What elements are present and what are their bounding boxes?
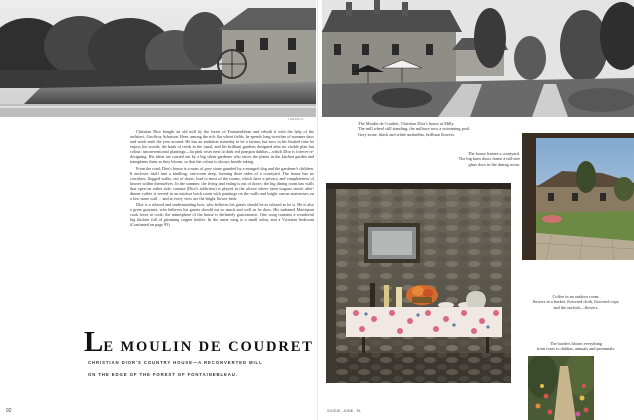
subtitle-line-2: ON THE EDGE OF THE FOREST OF FONTAINEBLEAU. (88, 372, 238, 377)
photo-outdoor-room-image (326, 183, 511, 383)
title-moulin-de-coudret: MOULIN DE COUDRET (120, 339, 314, 355)
photo-mill-pool-image (0, 0, 316, 117)
photo-mill-pool (0, 0, 316, 117)
caption-mill-line-3: Grey stone, black and white umbrellas, brilliant flowers. (358, 131, 455, 137)
caption-courtyard-line-1: The house frames a courtyard. (467, 151, 520, 156)
photo-house-terrace-image (322, 0, 634, 117)
body-paragraph-1: Christian Dior bought an old mill by the forest of Fontainebleau and rebuilt it with the help of the architect, Geoffroy Schaison. Here, among the rich flat wheat fields, he spends long stretches of summer days and week ends the year around. He has an ambition someday to be a farmer, but now in his limited time he enjoys his woods, the bank of reeds in the canal, and his brilliant gardens designed after no visible plan but colour: unconventional plantings—fat pink roses next to dark red pompon dahlias—which Dior is forever re-designing. His ideas are carried out by a big silent gardener who raises the plants in the kitchen garden and transplants them as they bloom, so that the colour is always breath-taking. (130, 129, 314, 165)
caption-borders-line-1: The borders bloom everything (549, 341, 603, 346)
photo-outdoor-room (326, 183, 511, 383)
photo-house-terrace (322, 0, 634, 117)
article-title (84, 326, 314, 359)
photo-courtyard (522, 133, 634, 260)
page-number-left: 92 (6, 408, 12, 414)
caption-mill-line-1: The Moulin de Coudret, Christian Dior's house at Milly. (358, 121, 455, 126)
caption-coffee (520, 294, 632, 310)
article-body (130, 129, 314, 228)
subtitle-line-1: CHRISTIAN DIOR'S COUNTRY HOUSE—A RECONVERTED MILL (88, 360, 263, 365)
caption-mill (322, 121, 484, 137)
photo-garden-borders-image (528, 356, 594, 420)
photo-credit: LIBERMAN (288, 118, 304, 121)
caption-courtyard-line-3: glass door in the dining room. (468, 161, 520, 167)
body-paragraph-3: Dior is a relaxed and understanding host, who believes his guests should be as relaxed as he is. He is also a great gourmet, who believes his guests should eat so much and well as he does. His turbaned Martiquan cook loves to cook; the atmosphere of the house is definitely gastronomic. One wing contains a wonderful big kitchen full of gleaming copper kettles. In the same wing is a small salon, and a Victorian bedroom (Continued on page 95) (130, 202, 314, 228)
photo-courtyard-image (522, 133, 634, 260)
caption-coffee-line-2: flowers in a basket, flowered cloth, flowered cups; (532, 299, 620, 305)
caption-courtyard-line-2: The big barn doors frame a tall-size (458, 156, 520, 162)
caption-mill-line-2: The mill wheel still standing; the millrace now a swimming pool. (358, 126, 471, 132)
page-footer-right: VOGUE, JUNE, '51 (327, 409, 362, 413)
photo-garden-borders (528, 356, 594, 420)
caption-courtyard (424, 151, 520, 167)
caption-borders (520, 341, 632, 352)
page-gutter (317, 0, 318, 420)
caption-coffee-line-1: Coffee in an outdoor room: (552, 294, 600, 299)
body-paragraph-2: From the road, Dior's house is a mass of grey stone guarded by a mongrel dog and the gardener's children. It encloses itself into a kindling, one-room deep, forming three sides of a courtyard. The house has no corridors; flagged walks, out of doors, lead to most of the rooms, which have a privacy and completeness of houses within themselves. In the summer, the living and eating is out of doors: the big dining room has walls that open on either side; canasta (Dior's addiction) is played in the alcove where farm wagons stood; after-dinner coffee is served in an outdoor brick room with paintings on the walls and bright canvas mattresses on a low stone wall ... and at every view are the bright flower beds. (130, 165, 314, 201)
title-e: E (103, 339, 115, 355)
caption-coffee-line-3: and the outlook—flowers. (553, 304, 599, 310)
caption-borders-line-2: from roses to dahlias; annuals and perennials. (536, 346, 616, 352)
title-initial-l: L (84, 326, 104, 358)
